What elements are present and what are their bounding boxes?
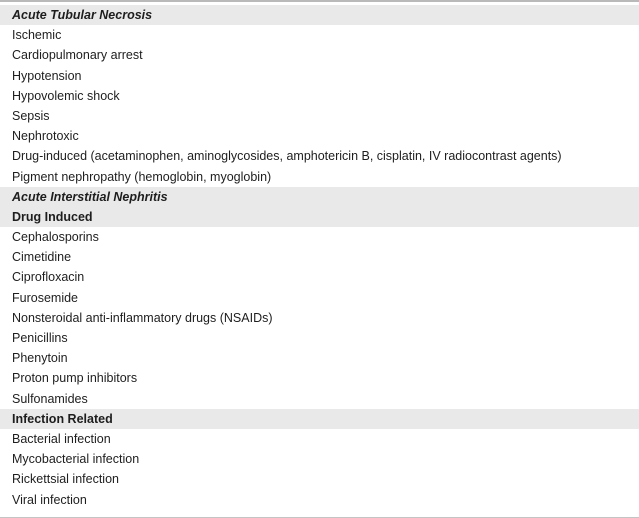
table-row: Pigment nephropathy (hemoglobin, myoglobin) xyxy=(12,169,272,184)
table-row: Drug-induced (acetaminophen, aminoglycosides, amphotericin B, cisplatin, IV radiocontrast agents) xyxy=(12,149,562,164)
section-heading-acute-tubular-necrosis: Acute Tubular Necrosis xyxy=(0,5,639,25)
table-row: Rickettsial infection xyxy=(12,472,119,487)
table-row: Sepsis xyxy=(12,108,50,123)
table-row: Mycobacterial infection xyxy=(12,452,140,467)
table-row: Nephrotoxic xyxy=(12,129,79,144)
table-row: Bacterial infection xyxy=(12,431,111,446)
table-row: Hypovolemic shock xyxy=(12,88,120,103)
table-row: Nonsteroidal anti-inflammatory drugs (NSAIDs) xyxy=(12,310,273,325)
subheading-drug-induced: Drug Induced xyxy=(0,207,639,227)
table-row: Furosemide xyxy=(12,290,78,305)
table-row: Ciprofloxacin xyxy=(12,270,85,285)
table-row: Hypotension xyxy=(12,68,82,83)
table-row: Sulfonamides xyxy=(12,391,88,406)
table-row: Ischemic xyxy=(12,28,62,43)
subheading-infection-related: Infection Related xyxy=(0,409,639,429)
table-row: Viral infection xyxy=(12,492,87,507)
table-row: Proton pump inhibitors xyxy=(12,371,138,386)
table-row: Cephalosporins xyxy=(12,230,99,245)
table-row: Cimetidine xyxy=(12,250,72,265)
table-row: Phenytoin xyxy=(12,351,68,366)
table-row: Penicillins xyxy=(12,331,68,345)
section-heading-acute-interstitial-nephritis: Acute Interstitial Nephritis xyxy=(0,187,639,207)
table-row: Cardiopulmonary arrest xyxy=(12,48,143,63)
